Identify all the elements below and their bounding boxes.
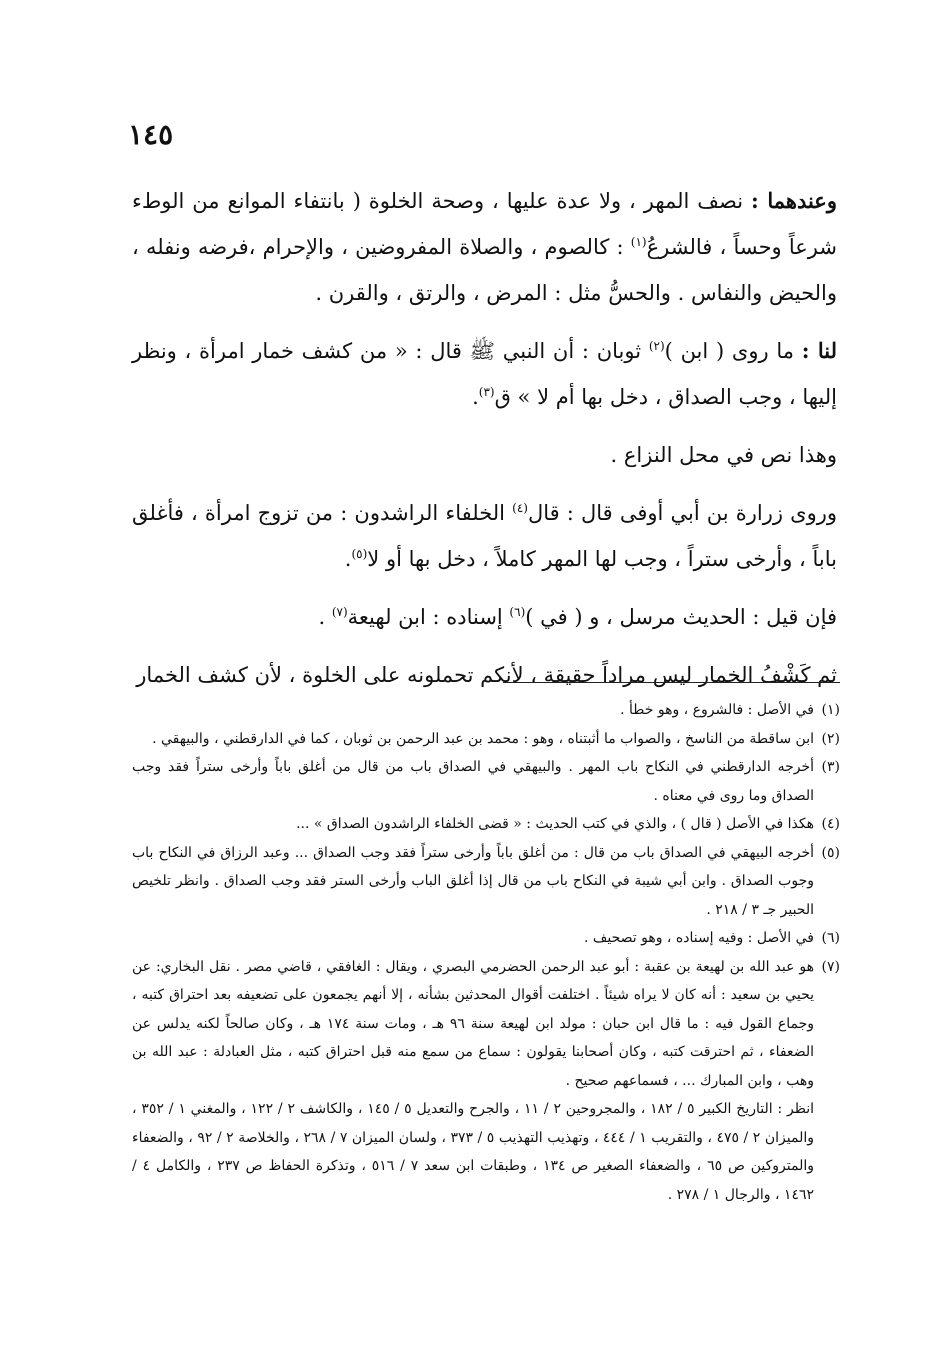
paragraph-text: الخلفاء الراشدون : من تزوج امرأة ، فأغلق باباً ، وأرخى ستراً ، وجب لها المهر كاملاً ، دخل بها أو لا	[132, 501, 837, 571]
footnote-divider	[503, 682, 840, 683]
lead-word: وعندهما :	[751, 188, 837, 213]
footnote-2	[132, 725, 840, 754]
footnote-4	[132, 810, 840, 839]
paragraph-3	[132, 432, 837, 478]
footnote-text: أخرجه البيهقي في الصداق باب من قال : من أغلق باباً وأرخى ستراً فقد وجب الصداق ... وعبد الرزاق في النكاح باب وجوب الصداق . وابن أبي شيبة في النكاح باب من قال إذا أغلق الباب وأرخى الستر فقد وجب الصداق . وانظر تلخيص الحبير جـ ٣ / ٢١٨ .	[132, 844, 814, 918]
footnote-7	[132, 953, 840, 1096]
page-number: ١٤٥	[128, 118, 174, 151]
footnote-1	[132, 696, 840, 725]
paragraph-text: إسناده : ابن لهيعة	[347, 605, 510, 629]
paragraph-text: وروى زرارة بن أبي أوفى قال : قال	[527, 501, 838, 525]
footnote-text: ابن ساقطة من الناسخ ، والصواب ما أثبتناه ، وهو : محمد بن عبد الرحمن بن ثوبان ، كما في الدارقطني ، والبيهقي .	[152, 730, 814, 747]
footnote-text: في الأصل : وفيه إسناده ، وهو تصحيف .	[583, 930, 814, 946]
footnote-marker: (٥)	[351, 547, 368, 561]
footnote-marker: (٦)	[509, 605, 526, 619]
paragraph-2	[132, 328, 837, 420]
footnote-number: (٦)	[821, 930, 840, 946]
footnotes	[132, 696, 840, 1209]
lead-word: لنا :	[801, 338, 837, 363]
paragraph-text: ثم كَشْفُ الخمار ليس مراداً حقيقة ، لأنكم تحملونه على الخلوة ، لأن كشف الخمار	[136, 663, 837, 687]
footnote-6	[132, 924, 840, 953]
footnote-5	[132, 839, 840, 925]
footnote-number: (٢)	[821, 730, 840, 747]
paragraph-1	[132, 178, 837, 316]
main-text	[132, 178, 837, 710]
paragraph-text: وهذا نص في محل النزاع .	[610, 443, 837, 467]
footnote-number: (٤)	[821, 816, 840, 832]
paragraph-text: نصف المهر ، ولا عدة عليها ، وصحة الخلوة ( بانتفاء الموانع من الوطء شرعاً وحساً ، فالشرعُ	[132, 189, 837, 259]
paragraph-4	[132, 490, 837, 582]
paragraph-text: : كالصوم ، والصلاة المفروضين ، والإحرام ،فرضه ونفله ، والحيض والنفاس . والحسُّ مثل : المرض ، والرتق ، والقرن .	[132, 235, 837, 305]
footnote-marker: (٢)	[648, 339, 665, 353]
footnote-number: (٥)	[821, 844, 840, 861]
footnote-marker: (٣)	[478, 385, 495, 399]
footnote-references: انظر : التاريخ الكبير ٥ / ١٨٢ ، والمجروحين ٢ / ١١ ، والجرح والتعديل ٥ / ١٤٥ ، والكاشف ٢ / ١٢٢ ، والمغني ١ / ٣٥٢ ، والميزان ٢ / ٤٧٥ ، والتقريب ١ / ٤٤٤ ، وتهذيب التهذيب ٥ / ٣٧٣ ، ولسان الميزان ٧ / ٢٦٨ ، والخلاصة ٢ / ٩٢ ، والضعفاء والمتروكين ص ٦٥ ، والضعفاء الصغير ص ١٣٤ ، وطبقات ابن سعد ٧ / ٥١٦ ، وتذكرة الحفاظ ص ٢٣٧ ، والكامل ٤ / ١٤٦٢ ، والرجال ١ / ٢٧٨ .	[132, 1101, 815, 1203]
footnote-text: هو عبد الله بن لهيعة بن عقبة : أبو عبد الرحمن الحضرمي البصري ، ويقال : الغافقي ، قاضي مصر . نقل البخاري: عن يحيي بن سعيد : أنه كان لا يراه شيئاً . اختلفت أقوال المحدثين بشأنه ، إلا أنهم يجمعون على تضعيفه بعد احتراق كتبه ، وجماع القول فيه : ما قال ابن حبان : مولد ابن لهيعة سنة ٩٦ هـ ، ومات سنة ١٧٤ هـ ، وكان صالحاً لكنه يدلس عن الضعفاء ، ثم احترقت كتبه ، وكان أصحابنا يقولون : سماع من سمع منه قبل احتراق كتبه ، مثل العبادلة : عبد الله بن وهب ، وابن المبارك ... ، فسماعهم صحيح .	[132, 958, 814, 1089]
footnote-marker: (١)	[630, 235, 647, 249]
paragraph-5	[132, 594, 837, 640]
footnote-text: في الأصل : فالشروع ، وهو خطأ .	[620, 702, 814, 718]
paragraph-text: ما روى ( ابن )	[664, 339, 802, 363]
footnote-marker: (٤)	[512, 501, 528, 515]
paragraph-text: .	[344, 547, 352, 571]
paragraph-text: .	[472, 385, 479, 409]
footnote-marker: (٧)	[331, 605, 348, 619]
footnote-text: هكذا في الأصل ( قال ) ، والذي في كتب الحديث : « قضى الخلفاء الراشدون الصداق » ...	[296, 816, 814, 832]
footnote-number: (٧)	[821, 958, 840, 975]
footnote-3	[132, 753, 840, 810]
paragraph-6	[132, 652, 837, 698]
paragraph-text: ثوبان : أن النبي ﷺ قال : « من كشف خمار امرأة ، ونظر إليها ، وجب الصداق ، دخل بها أم لا » ق	[132, 339, 837, 409]
paragraph-text: فإن قيل : الحديث مرسل ، و ( في )	[525, 605, 837, 629]
footnote-number: (٣)	[821, 759, 840, 775]
footnote-text: أخرجه الدارقطني في النكاح باب المهر . والبيهقي في الصداق باب من قال من أغلق باباً وأرخى ستراً فقد وجب الصداق وما روى في معناه .	[132, 759, 814, 804]
paragraph-text: .	[318, 605, 332, 629]
footnote-number: (١)	[821, 702, 840, 718]
